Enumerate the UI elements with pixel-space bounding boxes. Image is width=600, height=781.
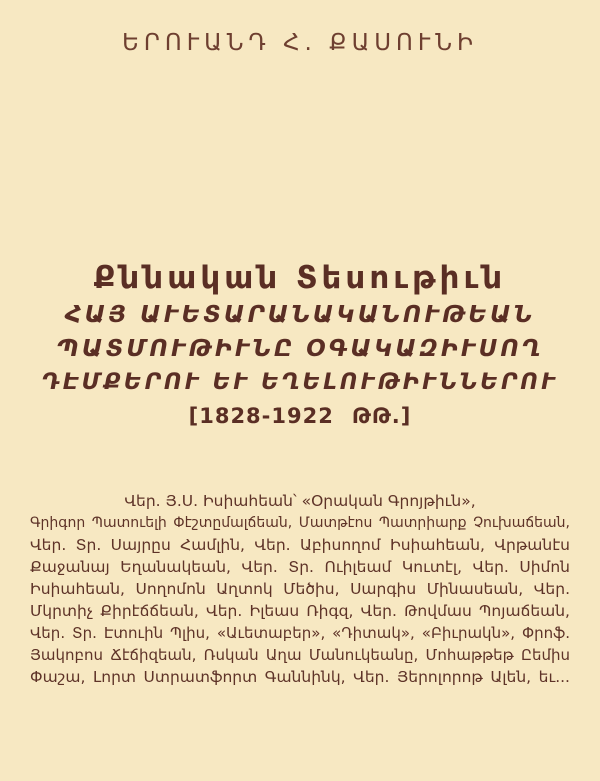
contributors-line: Փաշա, Լորտ Ստրատֆորտ Գաննինկ, Վեր. Յերոլորոթ Ալեն, եւ... (30, 668, 570, 686)
title-block (40, 258, 560, 432)
author-name: ԵՐՈՒԱՆԴ Հ. ՔԱՍՈՒՆԻ (122, 30, 478, 56)
book-title-main: Քննական Տեսութիւն (93, 260, 507, 296)
contributors-line: Գրիգոր Պատուելի Փէշտըմալճեան, Մատթէոս Պատրիարք Չուխաճեան, (30, 515, 570, 531)
contributors-list (30, 490, 570, 688)
contributors-line: Իսիահեան, Սողոմոն Աղտոկ Մեծիս, Սարգիս Մինասեան, Վեր. (30, 580, 570, 598)
book-years (40, 400, 560, 432)
contributors-line: Վեր. Տր. Էտուին Պլիս, «Աւետաբեր», «Դիտակ», «Բիւրակն», Փրոֆ. (30, 624, 570, 642)
contributors-line: Վեր. Տր. Սայրըս Համլին, Վեր. Աբիսողոմ Իսիահեան, Վրթանէս (30, 536, 570, 554)
contributors-line: Վեր. Յ.Ս. Իսիահեան՝ «Օրական Գրոյթիւն», (124, 492, 476, 510)
book-years-suffix: ԹԹ.] (351, 404, 412, 428)
contributors-line: Քաջանայ Եղանակեան, Վեր. Տր. Ուիլեամ Կուտէլ, Վեր. Սիմոն (30, 558, 570, 576)
book-subtitle-line-2: ՊԱՏՄՈՒԹԻՒՆԸ ՕԳԱԿԱԶԻՒՍՈՂ (56, 336, 544, 362)
book-subtitle-line-1: ՀԱՅ ԱՒԵՏԱՐԱՆԱԿԱՆՈՒԹԵԱՆ (64, 302, 536, 328)
contributors-line: Յակոբոս Ճէճիզեան, Ռսկան Աղա Մանուկեանը, Մոհաթթեթ Ըեմիս (30, 646, 570, 664)
book-years-range: [1828-1922 (188, 404, 334, 428)
contributors-line: Մկրտիչ Քիրէճճեան, Վեր. Իլեաս Ռիգզ, Վեր. Թովմաս Պոյաճեան, (30, 602, 570, 620)
book-subtitle-line-3: ԴԷՄՔԵՐՈՒ ԵՒ ԵՂԵԼՈՒԹԻՒՆՆԵՐՈՒ (41, 370, 559, 395)
